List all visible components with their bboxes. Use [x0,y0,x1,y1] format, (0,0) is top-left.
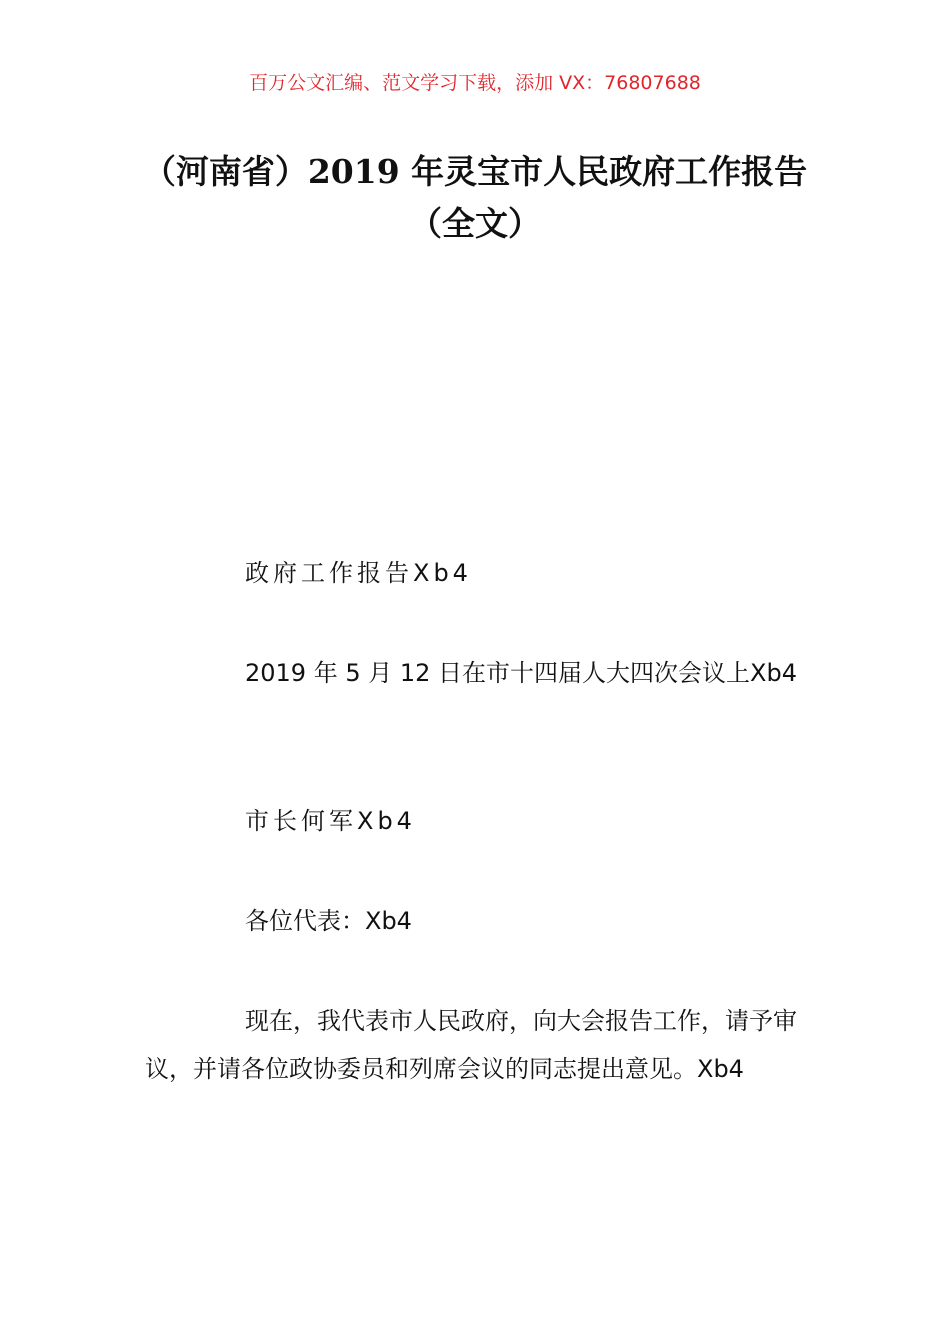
paragraph-opening: 现在，我代表市人民政府，向大会报告工作，请予审议，并请各位政协委员和列席会议的同志提出意见。Xb4 [145,1007,797,1083]
header-watermark-note: 百万公文汇编、范文学习下载，添加 VX：76807688 [249,72,701,94]
paragraph-report-heading: 政府工作报告Xb4 [245,559,472,587]
paragraph-mayor-name: 市长何军Xb4 [245,807,416,835]
paragraph-meeting-date: 2019 年 5 月 12 日在市十四届人大四次会议上Xb4 [245,659,797,687]
document-title: （河南省）2019 年灵宝市人民政府工作报告（全文） [142,152,808,243]
paragraph-salutation: 各位代表：Xb4 [245,907,412,935]
